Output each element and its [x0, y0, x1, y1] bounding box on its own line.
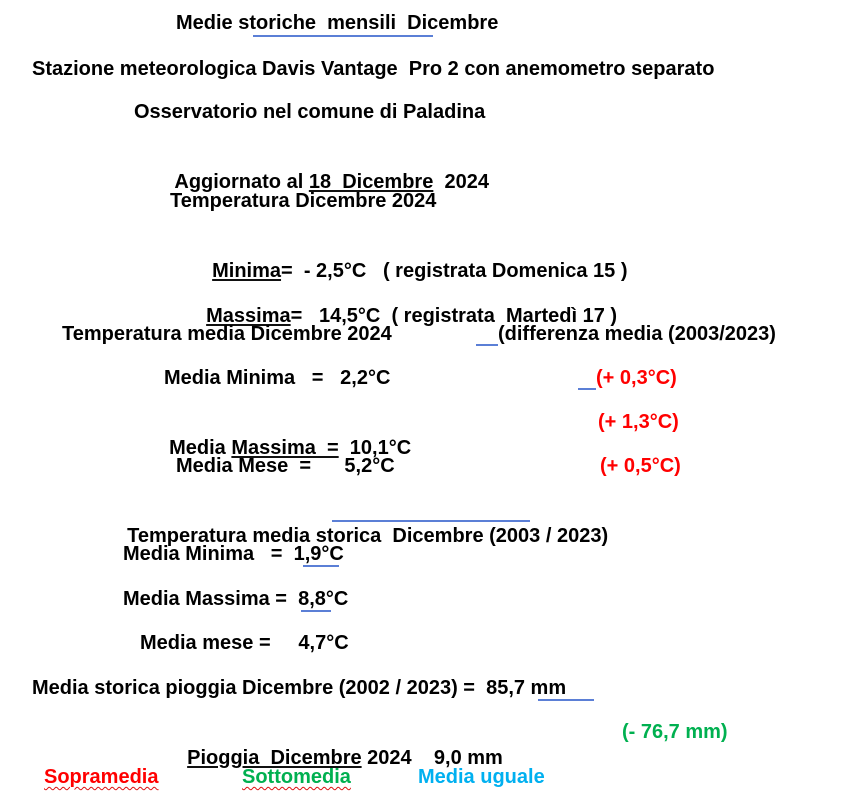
legend-below: Sottomedia: [242, 766, 351, 788]
updated-year: 2024: [433, 171, 489, 193]
rain-month-value: 2024 9,0 mm: [361, 747, 503, 769]
grammar-underline: [303, 565, 339, 567]
grammar-underline: [253, 35, 433, 37]
avg-title: Temperatura media Dicembre 2024: [62, 323, 392, 345]
rain-month-label: Pioggia Dicembre: [187, 747, 362, 769]
legend-equal: Media uguale: [418, 766, 545, 788]
rain-hist-line: Media storica pioggia Dicembre (2002 / 2023) = 85,7 mm: [32, 677, 567, 699]
rain-diff: (- 76,7 mm): [622, 721, 728, 743]
avg-min-diff: (+ 0,3°C): [596, 367, 677, 389]
avg-max-diff: (+ 1,3°C): [598, 411, 679, 433]
avg-diff-title: (differenza media (2003/2023): [498, 323, 776, 345]
hist-max-line: Media Massima = 8,8°C: [123, 588, 349, 610]
grammar-underline: [538, 699, 594, 701]
hist-month-line: Media mese = 4,7°C: [140, 632, 349, 654]
hist-title-pre: Temperatura media: [127, 525, 316, 547]
station-line: Stazione meteorologica Davis Vantage Pro 2 con anemometro separato: [32, 58, 715, 80]
hist-title-mid: storica Dicembre: [315, 525, 484, 547]
avg-max-prefix: Media: [169, 437, 232, 459]
avg-max-word: Massima =: [231, 437, 339, 459]
avg-min-line: Media Minima = 2,2°C: [164, 367, 391, 389]
updated-date: 18 Dicembre: [308, 171, 434, 193]
updated-prefix: Aggiornato al: [174, 171, 309, 193]
observatory-line: Osservatorio nel comune di Paladina: [134, 101, 486, 123]
avg-month-diff: (+ 0,5°C): [600, 455, 681, 477]
temp-month-title: Temperatura Dicembre 2024: [170, 190, 437, 212]
avg-max-value: 10,1°C: [338, 437, 412, 459]
grammar-underline: [476, 344, 498, 346]
min-value: = - 2,5°C ( registrata Domenica 15 ): [281, 260, 628, 282]
min-label: Minima: [212, 260, 282, 282]
hist-min-line: Media Minima = 1,9°C: [123, 543, 344, 565]
doc-title: Medie storiche mensili Dicembre: [176, 12, 499, 34]
legend-above: Sopramedia: [44, 766, 159, 788]
max-label: Massima: [206, 305, 291, 327]
avg-month-line: Media Mese = 5,2°C: [176, 455, 395, 477]
grammar-underline: [301, 610, 331, 612]
max-value: = 14,5°C ( registrata Martedì 17 ): [290, 305, 618, 327]
grammar-underline: [578, 388, 596, 390]
grammar-underline: [332, 520, 530, 522]
hist-title-post: (2003 / 2023): [483, 525, 609, 547]
